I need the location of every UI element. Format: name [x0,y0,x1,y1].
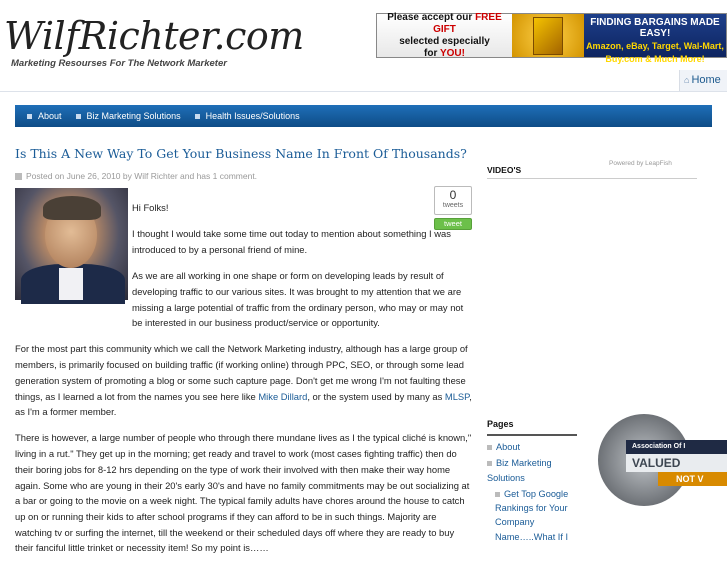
nav-label: About [38,111,62,121]
pages-list [487,440,579,546]
tweet-count-unit: tweets [442,202,464,209]
bullet-icon [27,114,32,119]
main-nav [15,105,712,127]
videos-heading: VIDEO'S [487,165,522,175]
ad-you: YOU! [439,47,465,59]
post-paragraph-3-text: As we are all working in one shape or form on developing leads by result of developing traffic to our various sites. It was brought to my attention that we are missing a large potential of traffic from the ordinary person, who may or may not be interested in our business product/service or opportunity. [132,270,464,329]
nav-item-biz-marketing[interactable] [76,111,181,121]
badge-line3: NOT V [658,472,727,486]
nav-item-about[interactable] [27,111,62,121]
badge-line1: Association Of I [626,440,727,454]
page-label: Biz Marketing Solutions [487,458,552,483]
ad-line3: for [424,47,440,59]
tweet-count-value: 0 [449,188,457,202]
calendar-icon [15,173,22,180]
ad-free-gift: FREE GIFT [433,11,502,35]
post-meta [15,171,257,181]
post-paragraph-4 [15,341,473,420]
page-link-google-rankings[interactable] [487,487,579,544]
bullet-icon [76,114,81,119]
ad-bargains-title: FINDING BARGAINS MADE EASY! [590,17,720,39]
ad-line2: selected especially [399,35,490,47]
nav-label: Health Issues/Solutions [205,111,300,121]
bullet-icon [487,445,492,450]
badge-line2: VALUED [626,454,727,472]
page-link-about[interactable] [487,440,579,454]
home-link[interactable] [679,70,727,91]
mike-dillard-link[interactable]: Mike Dillard [258,390,308,402]
nav-item-health[interactable] [195,111,300,121]
bullet-icon [495,492,500,497]
page-link-biz-marketing[interactable] [487,456,579,485]
post-paragraph-4-text-c: , as I'm a former member. [15,390,472,418]
site-tagline: Marketing Resourses For The Network Marketer [11,58,227,69]
ad-bargains-sub2: Buy.com & Much More! [605,54,705,64]
pages-divider [487,434,577,436]
site-logo[interactable]: WilfRichter.com [4,14,304,58]
post-title[interactable]: Is This A New Way To Get Your Business Name In Front Of Thousands? [15,146,467,161]
site-header [0,0,727,92]
ad-gift-text [377,11,512,59]
ebook-icon [533,17,563,55]
post-paragraph-2: I thought I would take some time out today to mention about something I was introduced to by a personal friend of mine. [132,228,451,255]
bullet-icon [195,114,200,119]
post-paragraph-5: There is however, a large number of people who through there mundane lives as I the typical cliché is known," living in a rut." They get up in the morning; get ready and travel to work (most cases fighting traffic) then do their boring jobs for 8-12 hrs depending on the type of work their involved with then make their way home again. Some who are young in their 20's early 30's and have no family commitments may be out socializing at a bar or going to the movie on a week night. The typical family adults have chores around the house to catch up on or running their kids to after school programs if they can afford to be in such things. Majority are watching tv or surfing the internet, till the weekend or their scheduled days off where they are ready to buy their fanciful little trinket or necessity item! So my point is…… [15,432,472,554]
powered-by-text[interactable]: Powered by LeapFish [609,160,672,167]
association-badge[interactable] [588,410,727,510]
nav-label: Biz Marketing Solutions [86,111,181,121]
page-label: Get Top Google Rankings for Your Company Name…..What If I [495,488,569,542]
ad-product-image [512,14,584,57]
bullet-icon [487,461,492,466]
home-icon: ⌂ [684,75,690,85]
post-paragraph-3 [15,268,473,331]
ad-bargains [584,14,726,64]
ad-banner[interactable] [376,11,727,64]
page-label: About [496,442,521,452]
pages-heading: Pages [487,419,514,429]
tweet-button[interactable]: tweet [434,218,472,230]
post-meta-text: Posted on June 26, 2010 by Wilf Richter and has 1 comment. [26,171,258,181]
mlsp-link[interactable]: MLSP [444,390,470,402]
videos-divider [487,178,697,179]
post-content [15,200,473,567]
post-paragraph-4-text-a: For the most part this community which we call the Network Marketing industry, although has a large group of members, is primarily focused on building traffic (if working online) through PPC, SEO, or through some lead generation system of promoting a blog or some such capture page. Don't get me wrong I'm not faulting these things, as I learned a lot from the names you see here like [15,343,468,402]
header-divider [0,91,727,92]
ad-bargains-sub1: Amazon, eBay, Target, Wal-Mart, [586,41,724,51]
post-paragraph-4-text-b: , or the system used by many as [307,390,445,402]
home-label: Home [691,74,721,86]
post-paragraph-1: Hi Folks! [132,202,169,213]
ad-line1: Please accept our [387,11,476,23]
